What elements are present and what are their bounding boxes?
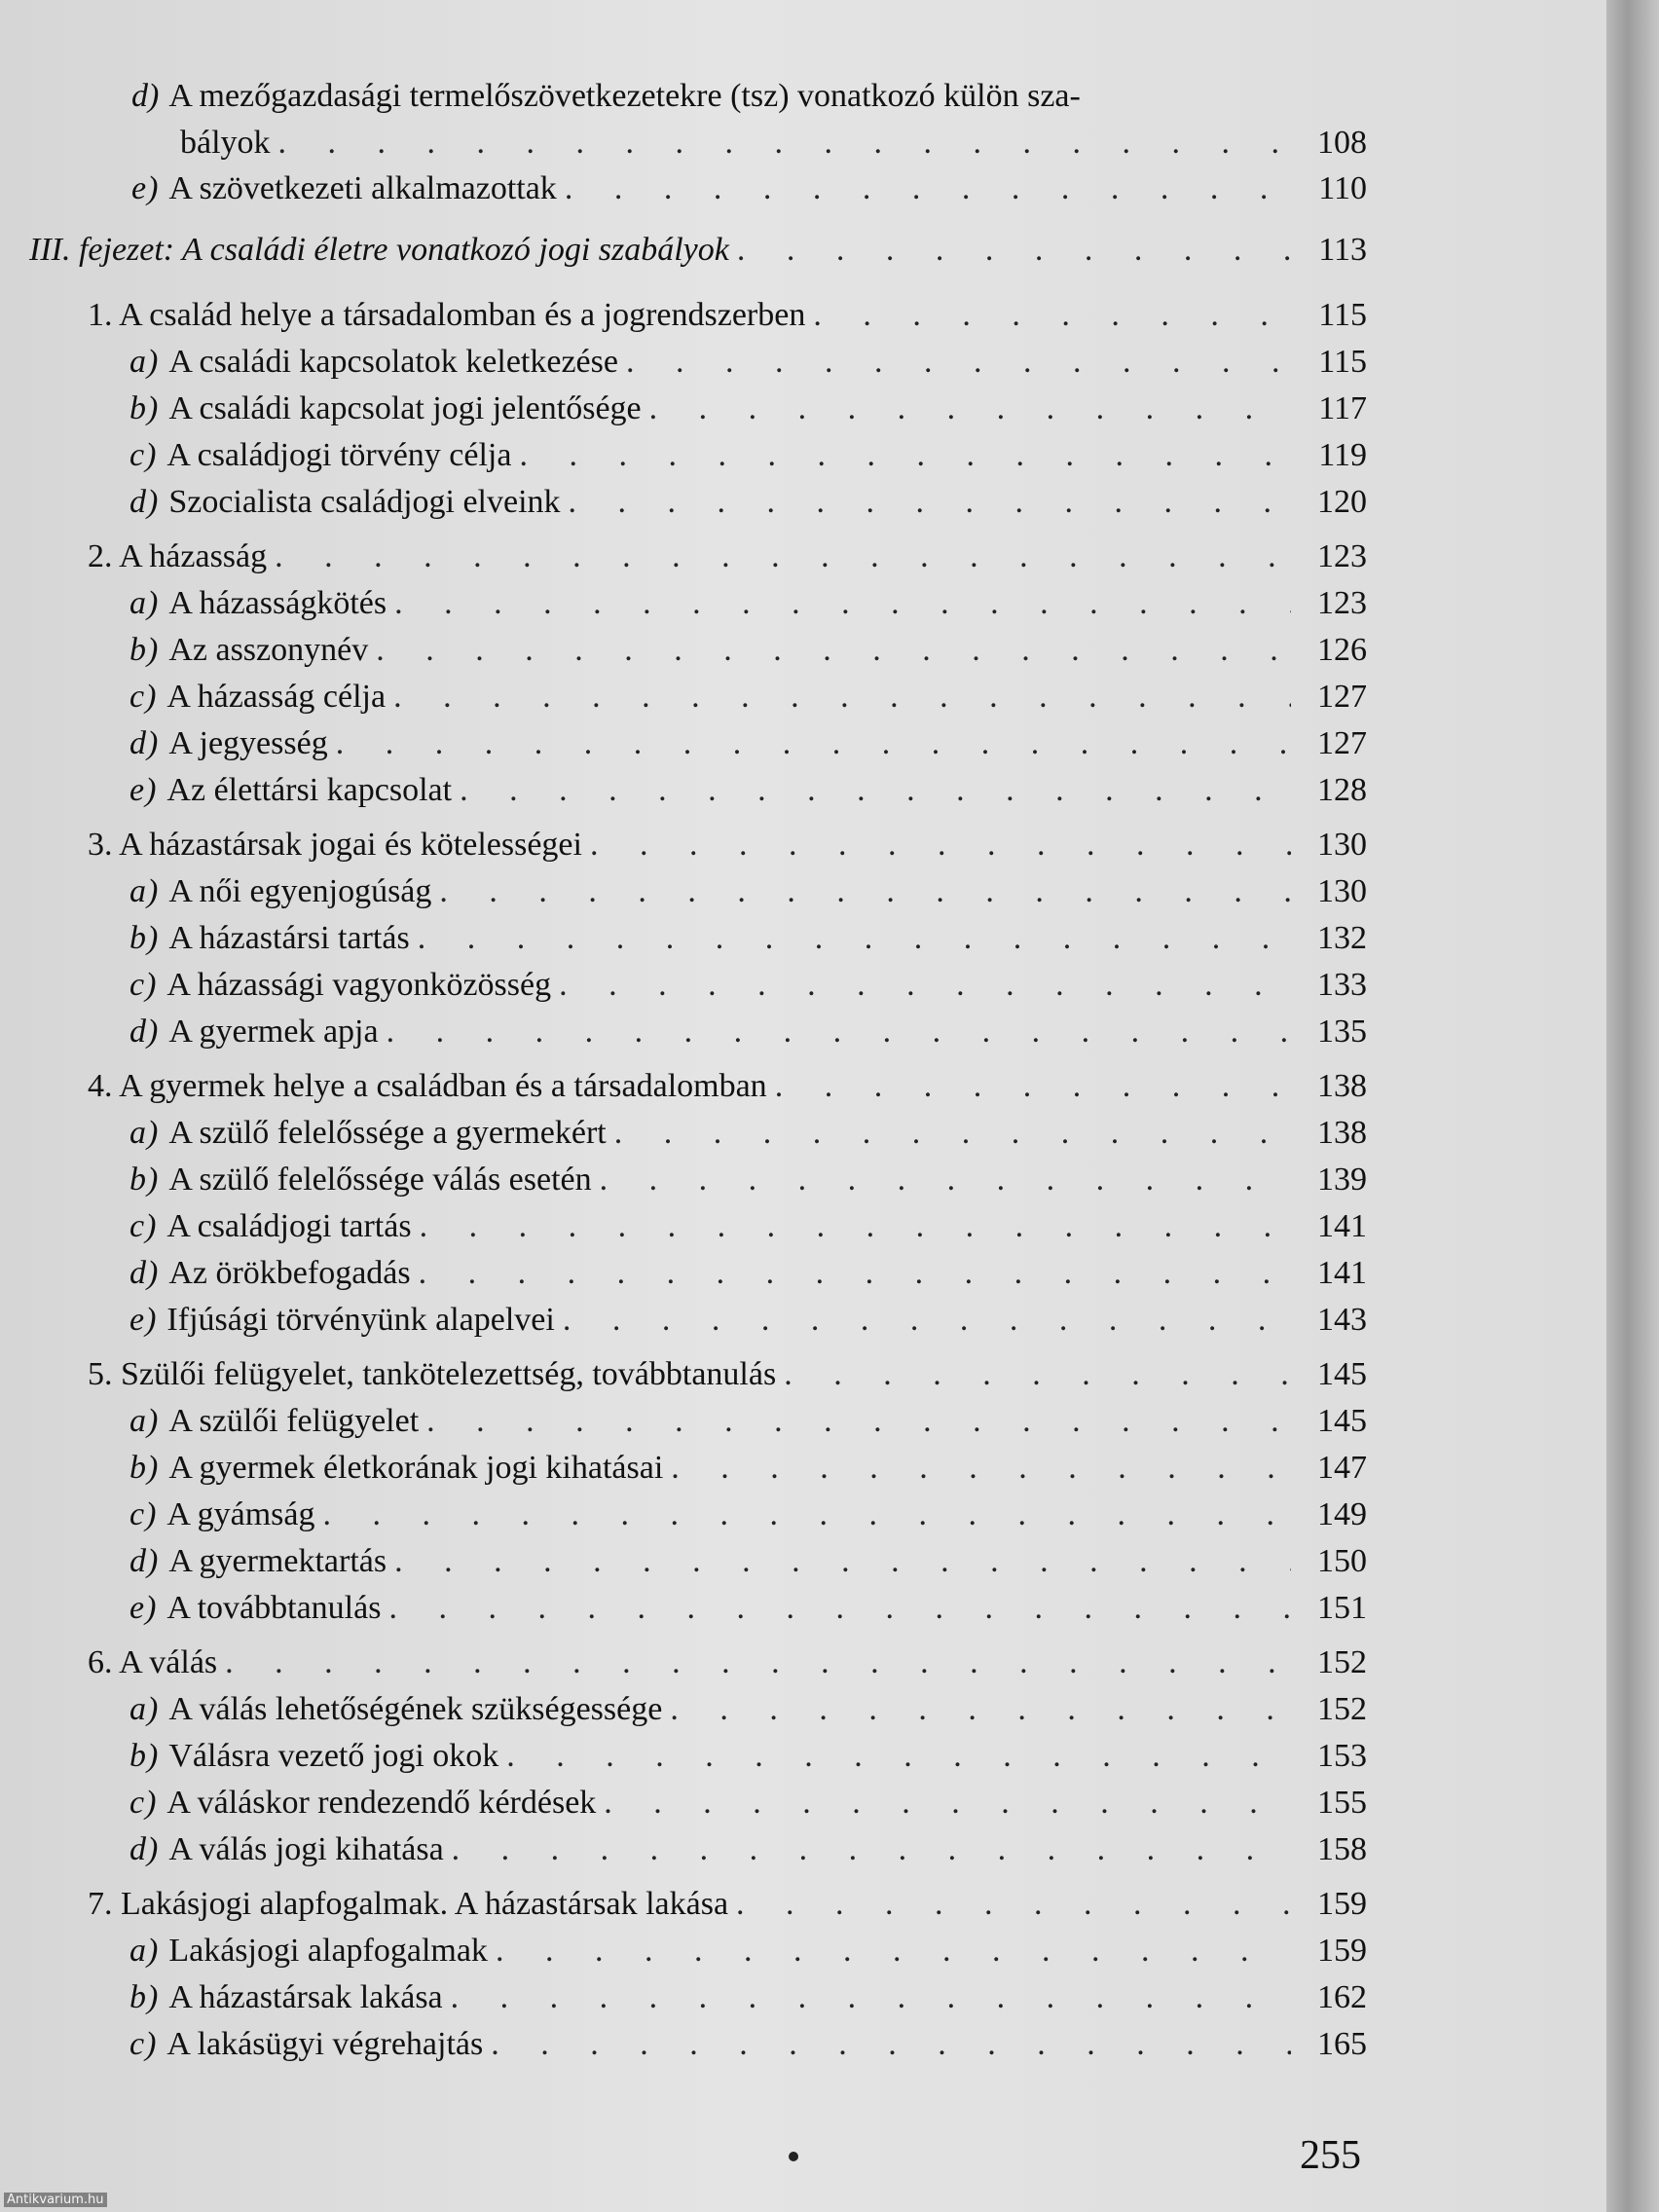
toc-entry-letter: a) bbox=[129, 344, 160, 380]
toc-entry bbox=[129, 585, 1367, 630]
toc-entry-text: Lakásjogi alapfogalmak bbox=[168, 1933, 488, 1969]
toc-entry-letter: b) bbox=[129, 390, 160, 426]
toc-page-number: 145 bbox=[1317, 1356, 1367, 1392]
toc-page-number: 147 bbox=[1317, 1450, 1367, 1486]
toc-entry-letter: d) bbox=[129, 1543, 160, 1579]
toc-page-number: 165 bbox=[1317, 2026, 1367, 2062]
toc-entry bbox=[129, 920, 1367, 965]
chapter-title: III. fejezet: A családi életre vonatkozó jogi szabályok bbox=[29, 232, 729, 268]
toc-page-number: 155 bbox=[1317, 1785, 1367, 1821]
section-title: 3. A házastársak jogai és kötelességei bbox=[88, 827, 582, 863]
dot-leader bbox=[394, 1543, 1291, 1580]
toc-entry-letter: c) bbox=[129, 967, 158, 1003]
toc-entry-text: A gyermek apja bbox=[168, 1014, 379, 1050]
toc-entry-letter: e) bbox=[129, 1302, 158, 1338]
toc-entry-text: A szülő felelőssége válás esetén bbox=[168, 1161, 592, 1198]
toc-page-number: 133 bbox=[1317, 967, 1367, 1003]
dot-leader bbox=[604, 1785, 1291, 1822]
toc-entry bbox=[129, 1014, 1367, 1058]
toc-entry bbox=[129, 1115, 1367, 1160]
toc-section-heading bbox=[88, 1644, 1367, 1689]
section-title: 4. A gyermek helye a családban és a társadalomban bbox=[88, 1068, 767, 1104]
dot-leader bbox=[394, 585, 1291, 622]
section-title: 6. A válás bbox=[88, 1644, 218, 1680]
toc-entry bbox=[129, 1302, 1367, 1346]
toc-entry bbox=[129, 1208, 1367, 1253]
dot-leader bbox=[460, 772, 1291, 809]
dot-leader bbox=[737, 232, 1291, 269]
toc-entry-text: A házasságkötés bbox=[168, 585, 387, 621]
toc-page-number: 113 bbox=[1318, 232, 1367, 268]
toc-page-number: 110 bbox=[1318, 170, 1367, 206]
dot-leader bbox=[563, 1302, 1291, 1339]
toc-page-number: 141 bbox=[1317, 1208, 1367, 1244]
toc-entry-text: A családjogi törvény célja bbox=[166, 437, 512, 473]
toc-page-number: 130 bbox=[1317, 873, 1367, 909]
toc-entry bbox=[129, 1691, 1367, 1736]
dot-leader bbox=[626, 344, 1291, 381]
toc-page-number: 150 bbox=[1317, 1543, 1367, 1579]
toc-entry bbox=[129, 632, 1367, 677]
toc-entry-letter: d) bbox=[129, 725, 160, 761]
toc-entry-d-line1 bbox=[131, 78, 1081, 115]
dot-leader bbox=[671, 1450, 1291, 1487]
toc-section-heading bbox=[88, 538, 1367, 583]
toc-entry-text: A házasság célja bbox=[166, 679, 387, 715]
toc-entry bbox=[129, 2026, 1367, 2071]
toc-entry-text: A mezőgazdasági termelőszövetkezetekre (tsz) vonatkozó külön sza- bbox=[168, 78, 1081, 114]
toc-entry-text: A házassági vagyonközösség bbox=[166, 967, 552, 1003]
page-number: 255 bbox=[1300, 2133, 1361, 2178]
toc-entry-letter: b) bbox=[129, 1979, 160, 2015]
toc-entry-letter: d) bbox=[129, 1255, 160, 1291]
toc-entry bbox=[129, 1979, 1367, 2024]
dot-leader bbox=[813, 297, 1291, 334]
book-spine bbox=[1606, 0, 1659, 2212]
dot-leader bbox=[452, 1831, 1291, 1868]
toc-page-number: 139 bbox=[1317, 1161, 1367, 1198]
toc-entry bbox=[129, 873, 1367, 918]
dot-leader bbox=[419, 1255, 1291, 1292]
toc-entry-text: A váláskor rendezendő kérdések bbox=[166, 1785, 597, 1821]
toc-entry-text: A családjogi tartás bbox=[166, 1208, 412, 1244]
toc-chapter-heading bbox=[29, 232, 1367, 276]
toc-entry bbox=[129, 772, 1367, 817]
toc-page-number: 135 bbox=[1317, 1014, 1367, 1050]
toc-page-number: 115 bbox=[1318, 344, 1367, 380]
toc-entry bbox=[129, 725, 1367, 770]
dot-leader bbox=[590, 827, 1291, 864]
toc-entry-text: Az asszonynév bbox=[168, 632, 369, 668]
toc-entry bbox=[129, 1933, 1367, 1977]
toc-entry-e bbox=[131, 170, 1367, 215]
dot-leader bbox=[439, 873, 1291, 910]
toc-entry-text: A szülői felügyelet bbox=[168, 1403, 420, 1439]
toc-page-number: 138 bbox=[1317, 1115, 1367, 1151]
toc-page-number: 159 bbox=[1317, 1886, 1367, 1922]
toc-entry-text: Az örökbefogadás bbox=[168, 1255, 411, 1291]
toc-entry-text: A gyermek életkorának jogi kihatásai bbox=[168, 1450, 664, 1486]
toc-page-number: 126 bbox=[1317, 632, 1367, 668]
dot-leader bbox=[496, 1933, 1291, 1970]
toc-entry-letter: b) bbox=[129, 920, 160, 956]
section-title: 2. A házasság bbox=[88, 538, 268, 574]
dot-leader bbox=[393, 679, 1291, 716]
toc-entry-letter: d) bbox=[131, 78, 160, 114]
toc-page-number: 141 bbox=[1317, 1255, 1367, 1291]
toc-entry bbox=[129, 679, 1367, 723]
dot-leader bbox=[736, 1886, 1291, 1923]
toc-page-number: 158 bbox=[1317, 1831, 1367, 1867]
toc-page-number: 145 bbox=[1317, 1403, 1367, 1439]
toc-entry-letter: b) bbox=[129, 1738, 160, 1774]
dot-leader bbox=[614, 1115, 1291, 1152]
dot-leader bbox=[376, 632, 1291, 669]
dot-leader bbox=[225, 1644, 1291, 1681]
toc-page-number: 149 bbox=[1317, 1496, 1367, 1532]
dot-leader bbox=[451, 1979, 1291, 2016]
toc-entry-letter: e) bbox=[129, 772, 158, 808]
dot-leader bbox=[388, 1590, 1291, 1627]
toc-page-number: 119 bbox=[1318, 437, 1367, 473]
toc-page-number: 132 bbox=[1317, 920, 1367, 956]
toc-entry-text: Válásra vezető jogi okok bbox=[168, 1738, 499, 1774]
toc-entry bbox=[129, 1590, 1367, 1635]
toc-page-number: 123 bbox=[1317, 538, 1367, 574]
toc-entry-text: A házastársi tartás bbox=[168, 920, 410, 956]
toc-entry-letter: a) bbox=[129, 1933, 160, 1969]
toc-page-number: 143 bbox=[1317, 1302, 1367, 1338]
toc-entry-text: A gyámság bbox=[166, 1496, 315, 1532]
toc-page-number: 152 bbox=[1317, 1644, 1367, 1680]
dot-leader bbox=[322, 1496, 1291, 1533]
dot-leader bbox=[569, 484, 1291, 521]
dot-leader bbox=[278, 125, 1291, 162]
toc-entry-text: bályok bbox=[180, 125, 271, 161]
toc-entry-letter: a) bbox=[129, 1691, 160, 1727]
toc-entry-d-line2 bbox=[180, 125, 1367, 169]
dot-leader bbox=[775, 1068, 1291, 1105]
toc-page-number: 127 bbox=[1317, 679, 1367, 715]
toc-entry-letter: b) bbox=[129, 1450, 160, 1486]
toc-entry-text: Ifjúsági törvényünk alapelvei bbox=[166, 1302, 555, 1338]
toc-section-heading bbox=[88, 1068, 1367, 1113]
toc-entry-letter: a) bbox=[129, 1115, 160, 1151]
toc-entry-letter: c) bbox=[129, 1785, 158, 1821]
toc-entry bbox=[129, 1255, 1367, 1300]
toc-entry bbox=[129, 1161, 1367, 1206]
toc-page-number: 152 bbox=[1317, 1691, 1367, 1727]
toc-entry-text: Szocialista családjogi elveink bbox=[168, 484, 561, 520]
toc-page-number: 108 bbox=[1317, 125, 1367, 161]
toc-page-number: 128 bbox=[1317, 772, 1367, 808]
toc-entry-text: Az élettársi kapcsolat bbox=[166, 772, 453, 808]
toc-entry-letter: d) bbox=[129, 1831, 160, 1867]
toc-page-number: 127 bbox=[1317, 725, 1367, 761]
section-title: 7. Lakásjogi alapfogalmak. A házastársak lakása bbox=[88, 1886, 729, 1922]
toc-section-heading bbox=[88, 827, 1367, 871]
toc-entry-letter: c) bbox=[129, 2026, 158, 2062]
toc-entry bbox=[129, 1543, 1367, 1588]
ink-dot bbox=[789, 2152, 798, 2161]
dot-leader bbox=[275, 538, 1291, 575]
toc-entry-text: A női egyenjogúság bbox=[168, 873, 432, 909]
toc-entry-text: A családi kapcsolatok keletkezése bbox=[168, 344, 618, 380]
toc-entry bbox=[129, 1785, 1367, 1829]
toc-page-number: 120 bbox=[1317, 484, 1367, 520]
dot-leader bbox=[426, 1403, 1291, 1440]
dot-leader bbox=[336, 725, 1291, 762]
dot-leader bbox=[649, 390, 1291, 427]
toc-entry-text: A lakásügyi végrehajtás bbox=[166, 2026, 484, 2062]
watermark: Antikvarium.hu bbox=[4, 2193, 107, 2207]
toc-section-heading bbox=[88, 1886, 1367, 1931]
toc-entry-text: A továbbtanulás bbox=[166, 1590, 382, 1626]
toc-entry-letter: b) bbox=[129, 632, 160, 668]
toc-entry-letter: e) bbox=[129, 1590, 158, 1626]
toc-entry bbox=[129, 437, 1367, 482]
toc-entry bbox=[129, 1738, 1367, 1783]
toc-entry-letter: c) bbox=[129, 1208, 158, 1244]
toc-entry bbox=[129, 967, 1367, 1012]
toc-section-heading bbox=[88, 297, 1367, 342]
toc-entry-letter: a) bbox=[129, 873, 160, 909]
toc-entry-text: A szövetkezeti alkalmazottak bbox=[168, 170, 557, 206]
toc-page-number: 138 bbox=[1317, 1068, 1367, 1104]
dot-leader bbox=[519, 437, 1291, 474]
toc-entry bbox=[129, 1403, 1367, 1448]
dot-leader bbox=[420, 1208, 1291, 1245]
toc-entry-letter: c) bbox=[129, 437, 158, 473]
toc-entry bbox=[129, 1831, 1367, 1876]
toc-entry-letter: c) bbox=[129, 679, 158, 715]
toc-entry-letter: b) bbox=[129, 1161, 160, 1198]
toc-entry bbox=[129, 344, 1367, 388]
toc-section-heading bbox=[88, 1356, 1367, 1401]
toc-entry-text: A családi kapcsolat jogi jelentősége bbox=[168, 390, 642, 426]
toc-page-number: 115 bbox=[1318, 297, 1367, 333]
toc-entry-text: A gyermektartás bbox=[168, 1543, 387, 1579]
toc-page-number: 159 bbox=[1317, 1933, 1367, 1969]
section-title: 5. Szülői felügyelet, tankötelezettség, továbbtanulás bbox=[88, 1356, 777, 1392]
toc-page-number: 117 bbox=[1318, 390, 1367, 426]
toc-entry bbox=[129, 484, 1367, 529]
toc-entry-text: A válás jogi kihatása bbox=[168, 1831, 444, 1867]
toc-page-number: 153 bbox=[1317, 1738, 1367, 1774]
toc-page-number: 151 bbox=[1317, 1590, 1367, 1626]
toc-page-number: 123 bbox=[1317, 585, 1367, 621]
dot-leader bbox=[559, 967, 1291, 1004]
dot-leader bbox=[491, 2026, 1291, 2063]
section-title: 1. A család helye a társadalomban és a jogrendszerben bbox=[88, 297, 806, 333]
toc-page-number: 130 bbox=[1317, 827, 1367, 863]
dot-leader bbox=[565, 170, 1291, 207]
toc-entry-text: A jegyesség bbox=[168, 725, 328, 761]
dot-leader bbox=[506, 1738, 1291, 1775]
toc-entry-text: A szülő felelőssége a gyermekért bbox=[168, 1115, 607, 1151]
dot-leader bbox=[600, 1161, 1291, 1198]
dot-leader bbox=[784, 1356, 1291, 1393]
toc-entry-text: A válás lehetőségének szükségessége bbox=[168, 1691, 663, 1727]
toc-entry-letter: c) bbox=[129, 1496, 158, 1532]
toc-entry-letter: a) bbox=[129, 1403, 160, 1439]
toc-entry bbox=[129, 1496, 1367, 1541]
dot-leader bbox=[670, 1691, 1291, 1728]
dot-leader bbox=[387, 1014, 1291, 1051]
toc-entry bbox=[129, 390, 1367, 435]
dot-leader bbox=[418, 920, 1291, 957]
toc-entry-letter: e) bbox=[131, 170, 160, 206]
toc-entry-text: A házastársak lakása bbox=[168, 1979, 443, 2015]
toc-entry-letter: d) bbox=[129, 1014, 160, 1050]
toc-page-number: 162 bbox=[1317, 1979, 1367, 2015]
toc-entry bbox=[129, 1450, 1367, 1494]
toc-entry-letter: d) bbox=[129, 484, 160, 520]
toc-entry-letter: a) bbox=[129, 585, 160, 621]
